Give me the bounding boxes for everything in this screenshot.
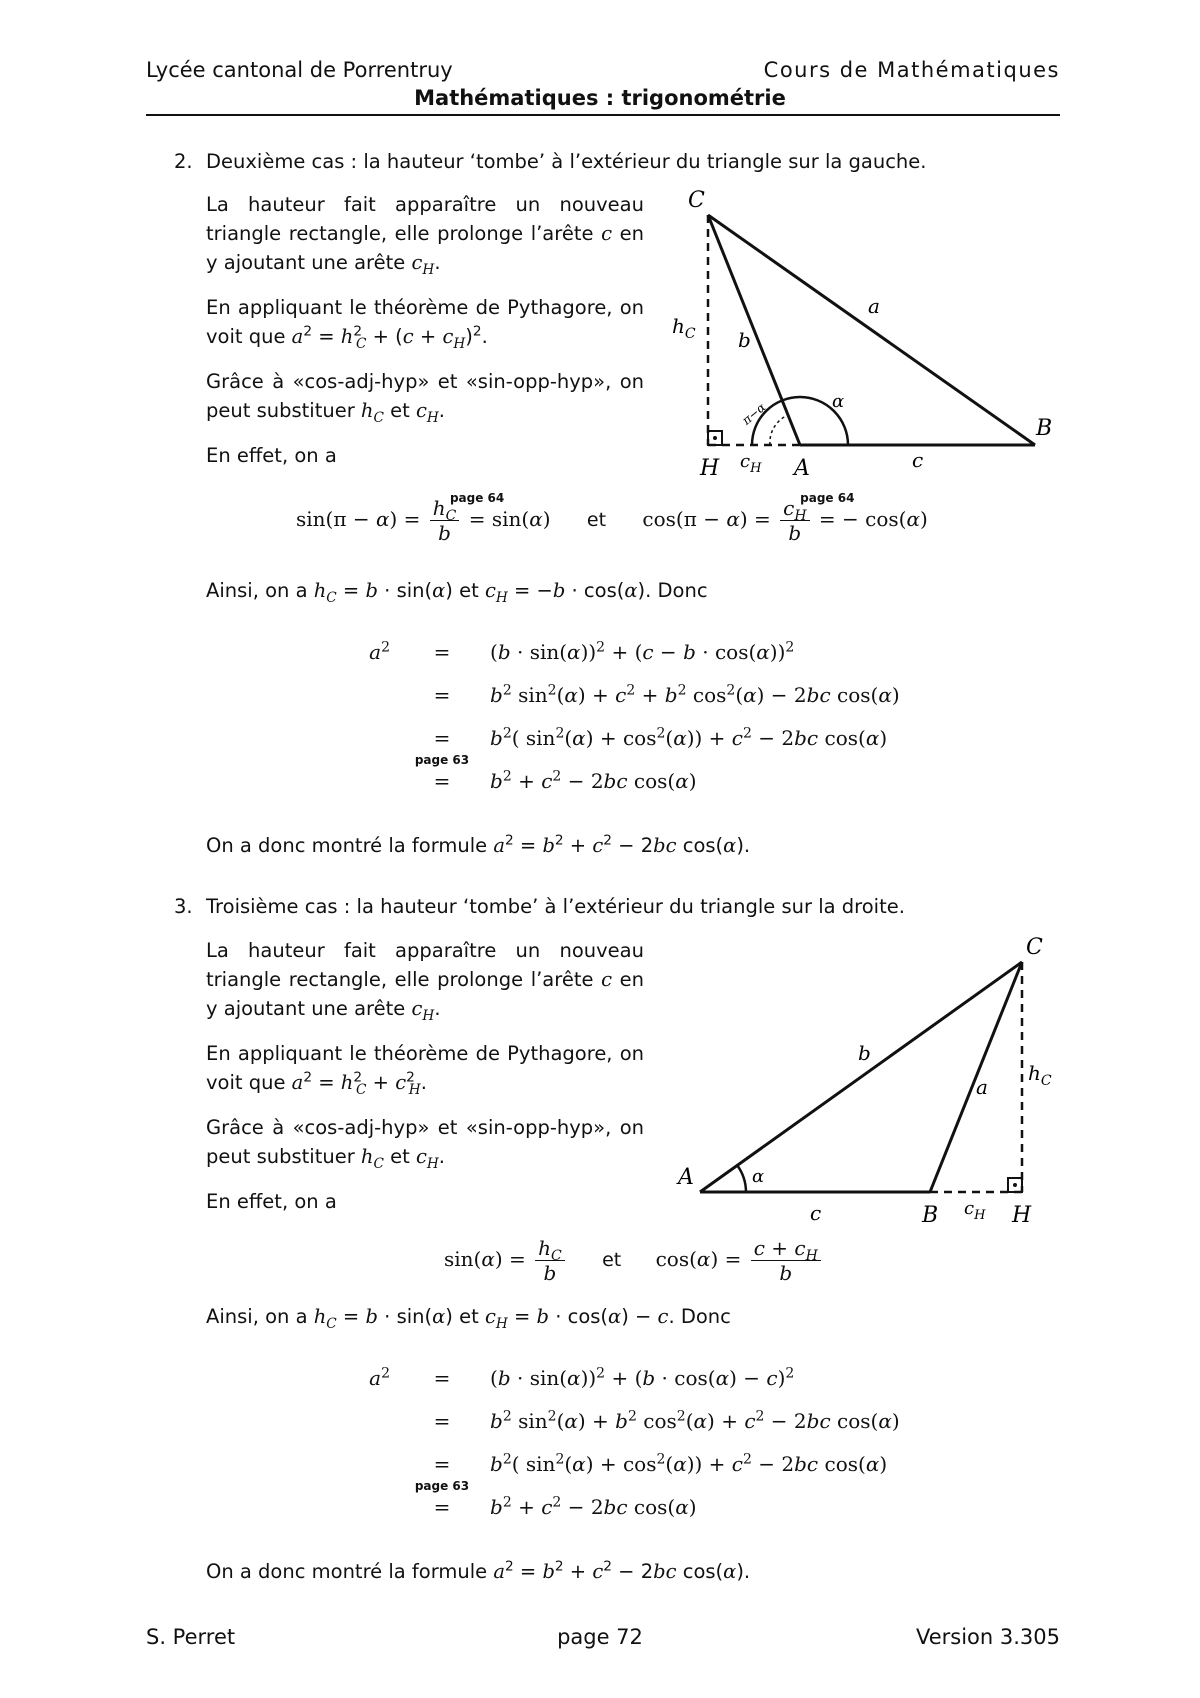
case3-side-b xyxy=(700,962,1022,1192)
case2-label-C: C xyxy=(688,188,705,213)
case3-ainsi: Ainsi, on a $h_C = b \cdot \sin(\alpha)$ et $c_H = b \cdot \cos(\alpha) - c$. Donc xyxy=(206,1305,731,1332)
case3-label-A: A xyxy=(678,1165,694,1190)
case3-text-block xyxy=(206,936,644,1232)
case2-p1: La hauteur fait apparaître un nouveau triangle rectangle, elle prolonge l’arête c en y ajoutant une arête $c_H$. xyxy=(206,193,644,278)
case3-label-a: a xyxy=(976,1075,988,1099)
header-right: Cours de Mathématiques xyxy=(763,58,1060,82)
case2-number: 2. xyxy=(174,150,193,173)
case3-label-hc: $h_C$ xyxy=(1028,1061,1052,1089)
case2-p4: En effet, on a xyxy=(206,444,337,467)
case3-label-H: H xyxy=(1012,1203,1032,1228)
case2-ainsi: Ainsi, on a $h_C = b \cdot \sin(\alpha)$ et $c_H = -b \cdot \cos(\alpha)$. Donc xyxy=(206,579,708,606)
header-left: Lycée cantonal de Porrentruy xyxy=(146,58,453,82)
case2-label-B: B xyxy=(1036,416,1053,441)
case3-label-alpha: α xyxy=(752,1166,765,1187)
footer-version: Version 3.305 xyxy=(915,1625,1060,1649)
case3-equation: sin(α) = $\frac{h_C}{b}$ et cos(α) = $\frac{c + c_H}{b}$ xyxy=(444,1236,824,1285)
case3-label-b: b xyxy=(858,1041,871,1065)
case2-p3: Grâce à «cos-adj-hyp» et «sin-opp-hyp», on peut substituer $h_C$ et $c_H$. xyxy=(206,370,644,426)
page-title: Mathématiques : trigonométrie xyxy=(414,86,786,110)
case2-label-c: c xyxy=(912,448,924,472)
case3-label-ch: $c_H$ xyxy=(964,1198,986,1223)
case2-label-pi-minus-alpha: π−α xyxy=(739,400,769,428)
case2-heading: Deuxième cas : la hauteur ‘tombe’ à l’extérieur du triangle sur la gauche. xyxy=(206,150,927,173)
case3-label-B: B xyxy=(922,1203,939,1228)
case2-text-block xyxy=(206,190,644,486)
header-rule xyxy=(146,114,1060,116)
case3-label-C: C xyxy=(1026,935,1043,960)
case2-equation: sin(π − α) = $\frac{h_C}{b}$ page 64 = sin(α) et cos(π − α) = $\frac{c_H}{b}$ page 64 = − cos(α) xyxy=(296,491,928,545)
footer-page-number: page 72 xyxy=(557,1625,643,1649)
case3-label-c: c xyxy=(810,1201,822,1225)
case2-label-b: b xyxy=(738,328,751,352)
case2-label-A: A xyxy=(794,456,810,481)
case2-conclusion: On a donc montré la formule $a^2 = b^2 + c^2 - 2bc$ cos(α). xyxy=(206,832,751,857)
case2-label-a: a xyxy=(868,294,880,318)
case3-p3: Grâce à «cos-adj-hyp» et «sin-opp-hyp», on peut substituer $h_C$ et $c_H$. xyxy=(206,1116,644,1172)
case3-number: 3. xyxy=(174,895,193,918)
case2-angle-arc-pi-alpha xyxy=(770,415,788,445)
case2-label-hc: $h_C$ xyxy=(672,314,696,342)
case2-label-H: H xyxy=(700,456,720,481)
case3-conclusion: On a donc montré la formule $a^2 = b^2 + c^2 - 2bc$ cos(α). xyxy=(206,1558,751,1583)
case2-triangle-figure xyxy=(660,185,1060,485)
case3-heading: Troisième cas : la hauteur ‘tombe’ à l’extérieur du triangle sur la droite. xyxy=(206,895,905,918)
case3-angle-arc-alpha xyxy=(737,1165,746,1192)
case3-triangle-figure xyxy=(670,930,1070,1230)
case2-label-alpha: α xyxy=(832,391,845,412)
case2-p2: En appliquant le théorème de Pythagore, on voit que $a^2 = h^2_C + (c + c_H)^2$. xyxy=(206,296,644,352)
case3-p4: En effet, on a xyxy=(206,1190,337,1213)
case3-p1: La hauteur fait apparaître un nouveau triangle rectangle, elle prolonge l’arête c en y ajoutant une arête $c_H$. xyxy=(206,939,644,1024)
case3-p2: En appliquant le théorème de Pythagore, on voit que $a^2 = h^2_C + c^2_H$. xyxy=(206,1042,644,1098)
footer-author: S. Perret xyxy=(146,1625,236,1649)
case2-label-ch: $c_H$ xyxy=(740,451,762,476)
